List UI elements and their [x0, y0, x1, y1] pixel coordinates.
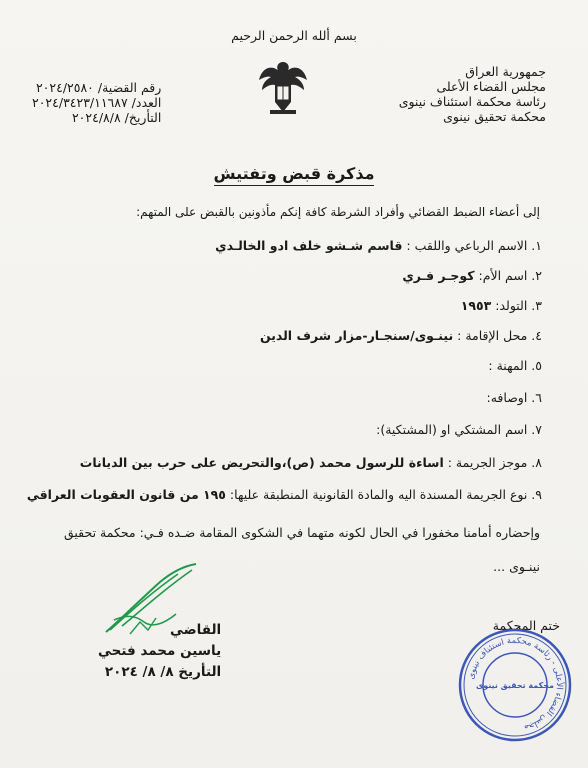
closing-line-1: وإحضاره أمامنا مخفورا في الحال لكونه متهما في الشكوى المقامة ضـده فـي: محكمة تحقيق [63, 525, 540, 540]
header-right-block [399, 64, 546, 124]
seal-label: ختم المحكمة [492, 618, 560, 633]
list-item: ٨. موجز الجريمة : اساءة للرسول محمد (ص)،والتحريض على حرب بين الديانات [79, 455, 542, 470]
header-council: مجلس القضاء الأعلى [436, 79, 546, 94]
list-item: ١. الاسم الرباعي واللقب : قاسم شـشو خلف ادو الخالـدي [215, 238, 542, 253]
iraq-emblem-icon [258, 58, 308, 116]
document-title: مذكرة قبض وتفتيش [0, 164, 588, 183]
judge-date: التأريخ ٨/ ٨/ ٢٠٢٤ [104, 664, 222, 680]
header-date: التأريخ/ ٢٠٢٤/٨/٨ [71, 110, 162, 125]
judge-title: القاضي [169, 622, 222, 638]
judge-block [98, 620, 221, 683]
list-item: ٧. اسم المشتكي او (المشتكية): [376, 422, 542, 437]
judge-name: ياسين محمد فتحي [98, 643, 222, 659]
list-item: ٥. المهنة : [488, 358, 542, 373]
list-item: ٣. التولد: ١٩٥٣ [460, 298, 542, 313]
header-left-block [32, 80, 161, 125]
list-item: ٢. اسم الأم: كوجـر فـري [402, 268, 542, 283]
header-court: محكمة تحقيق نينوى [443, 109, 546, 124]
header-presidency: رئاسة محكمة استئناف نينوى [398, 94, 546, 109]
reference-number: العدد/ ٢٠٢٤/٣٤٢٣/١١٦٨٧ [32, 95, 162, 110]
case-number: رقم القضية/ ٢٠٢٤/٢٥٨٠ [35, 80, 162, 95]
list-item: ٩. نوع الجريمة المسندة اليه والمادة القانونية المنطبقة عليها: ١٩٥ من قانون العقوبات العراقي [26, 487, 542, 502]
basmala: بسم ألله الرحمن الرحيم [231, 28, 357, 43]
list-item: ٤. محل الإقامة : نينـوى/سنجـار-مزار شرف الدين [259, 328, 542, 343]
court-seal-icon [455, 625, 575, 745]
header-country: جمهورية العراق [465, 64, 546, 79]
closing-line-2: نينـوى ... [493, 559, 540, 574]
intro-text: إلى أعضاء الضبط القضائي وأفراد الشرطة كافة إنكم مأذونين بالقبض على المتهم: [136, 205, 540, 219]
svg-text:محكمة تحقيق نينوى: محكمة تحقيق نينوى [475, 681, 555, 690]
list-item: ٦. اوصافه: [486, 390, 542, 405]
svg-text:مجلس القضاء الأعلى - رئاسة محك: مجلس القضاء الأعلى - رئاسة محكمة استئناف نينوى [466, 635, 565, 733]
